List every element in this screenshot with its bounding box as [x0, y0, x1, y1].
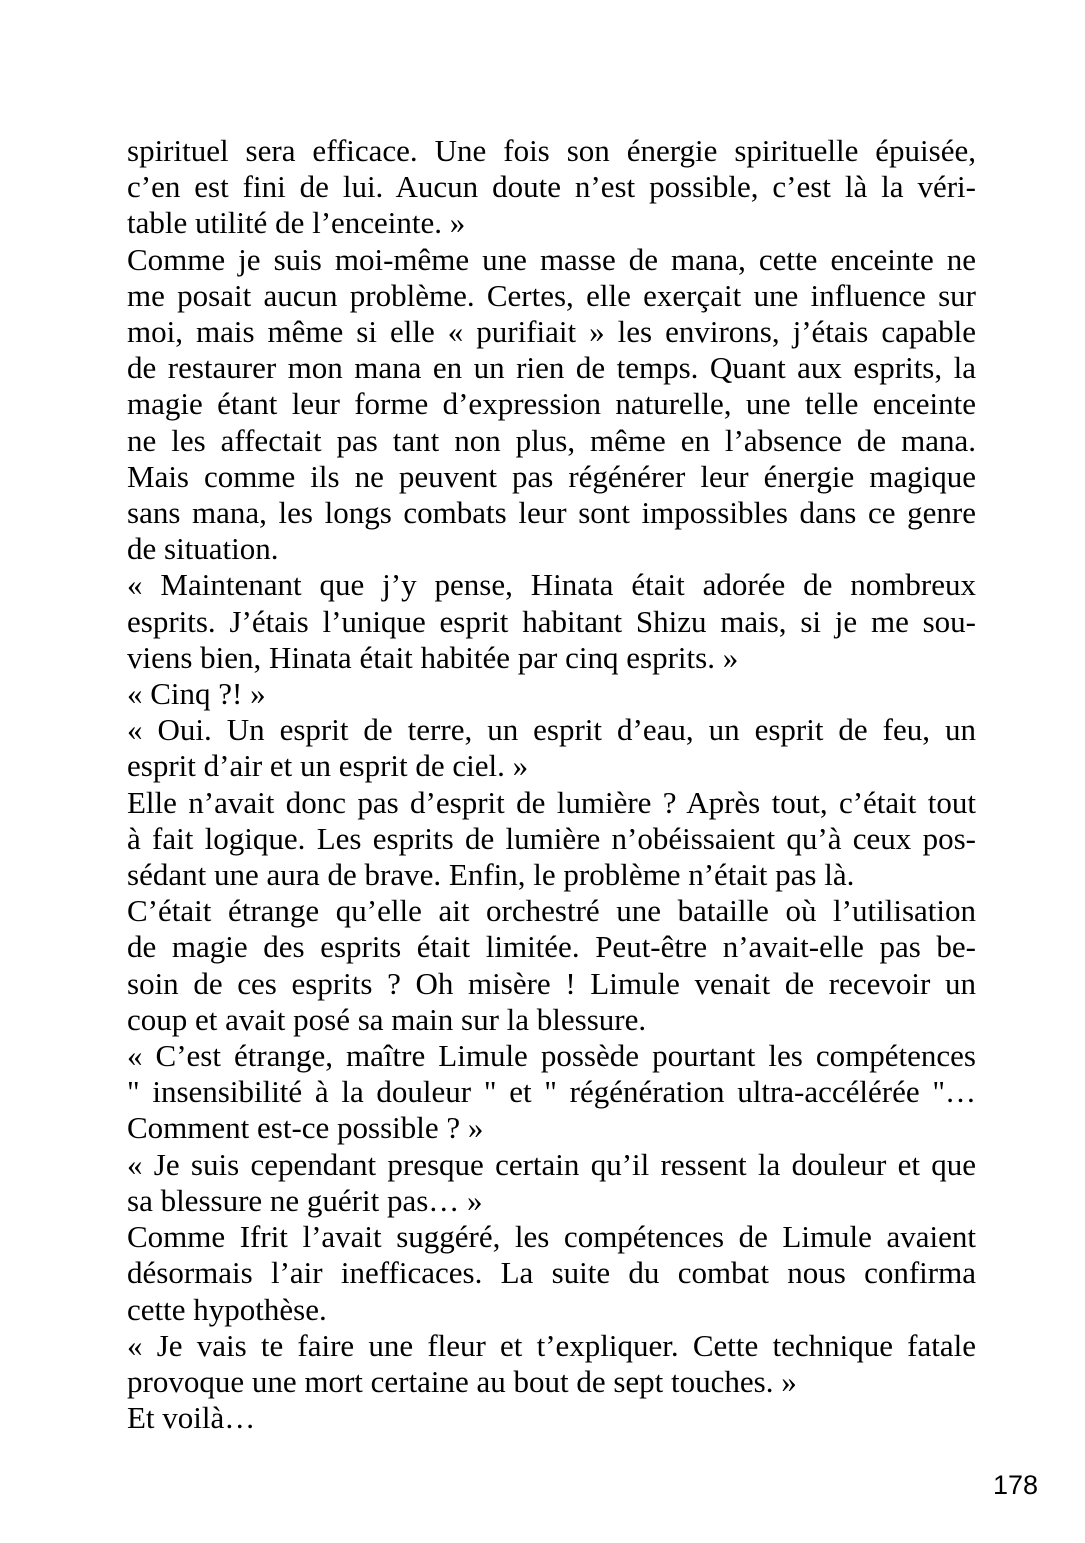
- text-line: de restaurer mon mana en un rien de temps. Quant aux esprits, la: [127, 350, 976, 386]
- text-line: table utilité de l’enceinte. »: [127, 205, 466, 241]
- text-line: « Je suis cependant presque certain qu’il ressent la douleur et que: [127, 1146, 976, 1182]
- text-line: Comment est-ce possible ? »: [127, 1110, 484, 1146]
- text-line: moi, mais même si elle « purifiait » les environs, j’étais capable: [127, 314, 976, 350]
- text-line: viens bien, Hinata était habitée par cinq esprits. »: [127, 639, 739, 675]
- text-line: sans mana, les longs combats leur sont impossibles dans ce genre: [127, 495, 976, 531]
- text-line: désormais l’air inefficaces. La suite du combat nous confirma: [127, 1255, 976, 1291]
- text-line: coup et avait posé sa main sur la blessure.: [127, 1001, 647, 1037]
- body-text: [127, 133, 976, 1436]
- text-line: de magie des esprits était limitée. Peut-être n’avait-elle pas be-: [127, 929, 976, 965]
- text-line: esprits. J’étais l’unique esprit habitant Shizu mais, si je me sou-: [127, 603, 976, 639]
- text-line: provoque une mort certaine au bout de sept touches. »: [127, 1363, 797, 1399]
- text-line: cette hypothèse.: [127, 1291, 327, 1327]
- text-line: « C’est étrange, maître Limule possède pourtant les compétences: [127, 1038, 976, 1074]
- text-line: « Oui. Un esprit de terre, un esprit d’eau, un esprit de feu, un: [127, 712, 976, 748]
- text-line: Elle n’avait donc pas d’esprit de lumière ? Après tout, c’était tout: [127, 784, 976, 820]
- text-line: sédant une aura de brave. Enfin, le problème n’était pas là.: [127, 857, 855, 893]
- text-line: « Maintenant que j’y pense, Hinata était adorée de nombreux: [127, 567, 976, 603]
- text-line: « Cinq ?! »: [127, 676, 266, 712]
- text-line: C’était étrange qu’elle ait orchestré une bataille où l’utilisation: [127, 893, 976, 929]
- text-line: Et voilà…: [127, 1400, 256, 1436]
- text-line: « Je vais te faire une fleur et t’expliquer. Cette technique fatale: [127, 1327, 976, 1363]
- text-line: sa blessure ne guérit pas… »: [127, 1182, 483, 1218]
- text-line: à fait logique. Les esprits de lumière n’obéissaient qu’à ceux pos-: [127, 820, 976, 856]
- text-line: esprit d’air et un esprit de ciel. »: [127, 748, 529, 784]
- page-number: 178: [993, 1470, 1039, 1500]
- text-line: c’en est fini de lui. Aucun doute n’est possible, c’est là la véri-: [127, 169, 976, 205]
- text-line: magie étant leur forme d’expression naturelle, une telle enceinte: [127, 386, 976, 422]
- text-line: spirituel sera efficace. Une fois son énergie spirituelle épuisée,: [127, 133, 976, 168]
- text-line: soin de ces esprits ? Oh misère ! Limule venait de recevoir un: [127, 965, 976, 1001]
- text-line: de situation.: [127, 531, 279, 567]
- text-line: Comme je suis moi-même une masse de mana, cette enceinte ne: [127, 241, 976, 277]
- text-line: Mais comme ils ne peuvent pas régénérer leur énergie magique: [127, 458, 976, 494]
- text-line: ne les affectait pas tant non plus, même en l’absence de mana.: [127, 422, 976, 458]
- text-line: Comme Ifrit l’avait suggéré, les compétences de Limule avaient: [127, 1219, 976, 1255]
- text-line: me posait aucun problème. Certes, elle exerçait une influence sur: [127, 277, 976, 313]
- text-line: " insensibilité à la douleur " et " régénération ultra-accélérée "…: [127, 1074, 976, 1110]
